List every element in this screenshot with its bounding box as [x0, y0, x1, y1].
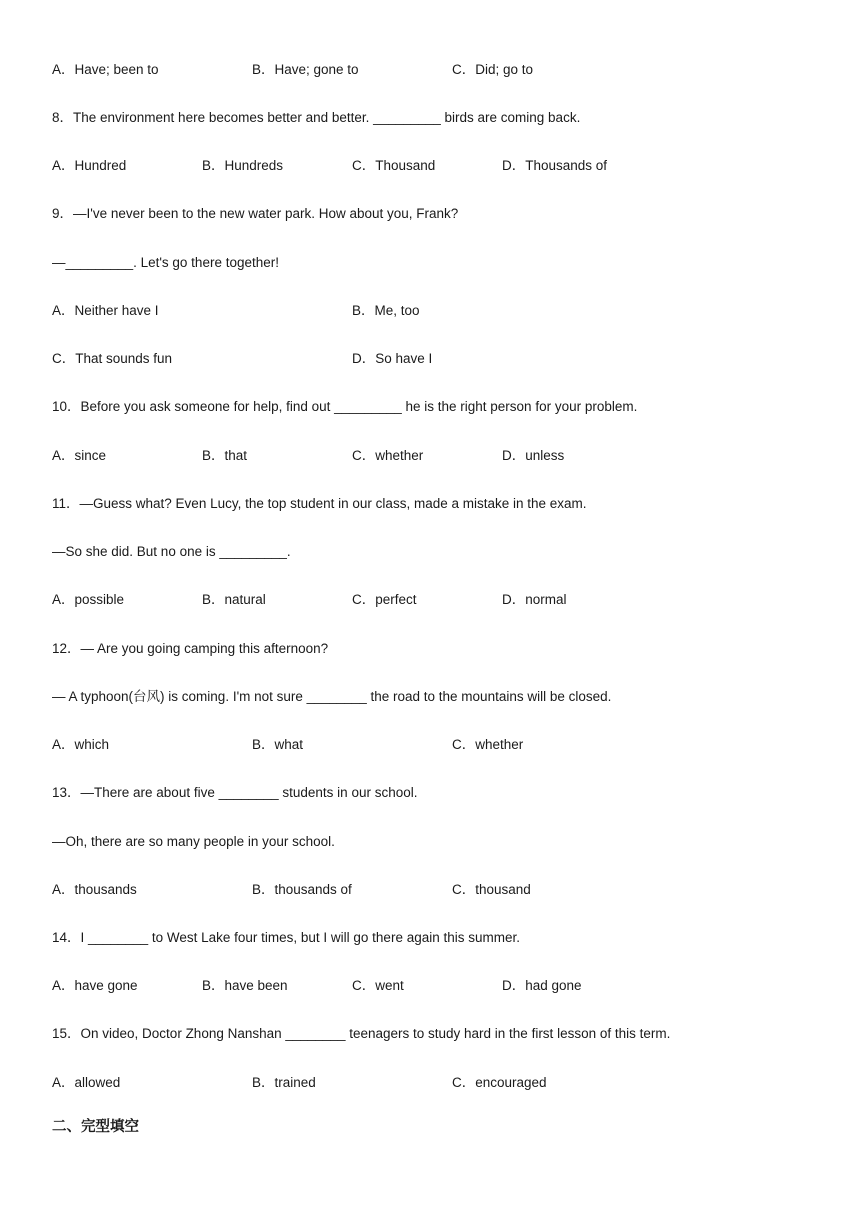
q15-option-a: A．allowed — [52, 1075, 121, 1090]
q7-option-c: C．Did; go to — [452, 62, 534, 77]
q9-option-c: C．That sounds fun — [52, 351, 173, 366]
q13-option-c: C．thousand — [452, 882, 531, 897]
q7-option-b: B．Have; gone to — [252, 62, 359, 77]
q9-option-b: B．Me, too — [352, 303, 420, 318]
q10-option-d: D．unless — [502, 448, 565, 463]
q9-stem-reply: —_________. Let's go there together! — [52, 255, 279, 270]
q14-option-c: C．went — [352, 978, 404, 993]
q10-option-c: C．whether — [352, 448, 424, 463]
section-title: 二、完型填空 — [52, 1119, 139, 1135]
q12-option-b: B．what — [252, 737, 304, 752]
q9-option-a: A．Neither have I — [52, 303, 159, 318]
q8-stem: 8．The environment here becomes better and better. _________ birds are coming back. — [52, 110, 581, 125]
q10-option-a: A．since — [52, 448, 107, 463]
q11-option-b: B．natural — [202, 592, 266, 607]
q15-option-c: C．encouraged — [452, 1075, 547, 1090]
q12-option-c: C．whether — [452, 737, 524, 752]
q8-option-a: A．Hundred — [52, 158, 127, 173]
q12-stem: 12．— Are you going camping this afternoon? — [52, 641, 329, 656]
q13-stem: 13．—There are about five ________ students in our school. — [52, 785, 418, 800]
q8-option-c: C．Thousand — [352, 158, 436, 173]
q15-option-b: B．trained — [252, 1075, 316, 1090]
q11-option-d: D．normal — [502, 592, 567, 607]
q13-stem-reply: —Oh, there are so many people in your school. — [52, 834, 335, 849]
q9-option-d: D．So have I — [352, 351, 433, 366]
q11-option-a: A．possible — [52, 592, 125, 607]
q12-option-a: A．which — [52, 737, 110, 752]
q9-stem: 9．—I've never been to the new water park. How about you, Frank? — [52, 206, 459, 221]
q14-option-b: B．have been — [202, 978, 288, 993]
q8-option-b: B．Hundreds — [202, 158, 284, 173]
q10-stem: 10．Before you ask someone for help, find out _________ he is the right person for your problem. — [52, 399, 638, 414]
q12-stem-reply: — A typhoon(台风) is coming. I'm not sure ________ the road to the mountains will be closed. — [52, 689, 612, 704]
q14-option-a: A．have gone — [52, 978, 138, 993]
q14-stem: 14．I ________ to West Lake four times, but I will go there again this summer. — [52, 930, 520, 945]
q13-option-a: A．thousands — [52, 882, 137, 897]
q11-option-c: C．perfect — [352, 592, 417, 607]
q14-option-d: D．had gone — [502, 978, 582, 993]
q13-option-b: B．thousands of — [252, 882, 352, 897]
q8-option-d: D．Thousands of — [502, 158, 608, 173]
q11-stem: 11．—Guess what? Even Lucy, the top student in our class, made a mistake in the exam. — [52, 496, 587, 511]
q11-stem-reply: —So she did. But no one is _________. — [52, 544, 291, 559]
q15-stem: 15．On video, Doctor Zhong Nanshan ________ teenagers to study hard in the first lesson of this term. — [52, 1026, 671, 1041]
q10-option-b: B．that — [202, 448, 248, 463]
q7-option-a: A．Have; been to — [52, 62, 159, 77]
